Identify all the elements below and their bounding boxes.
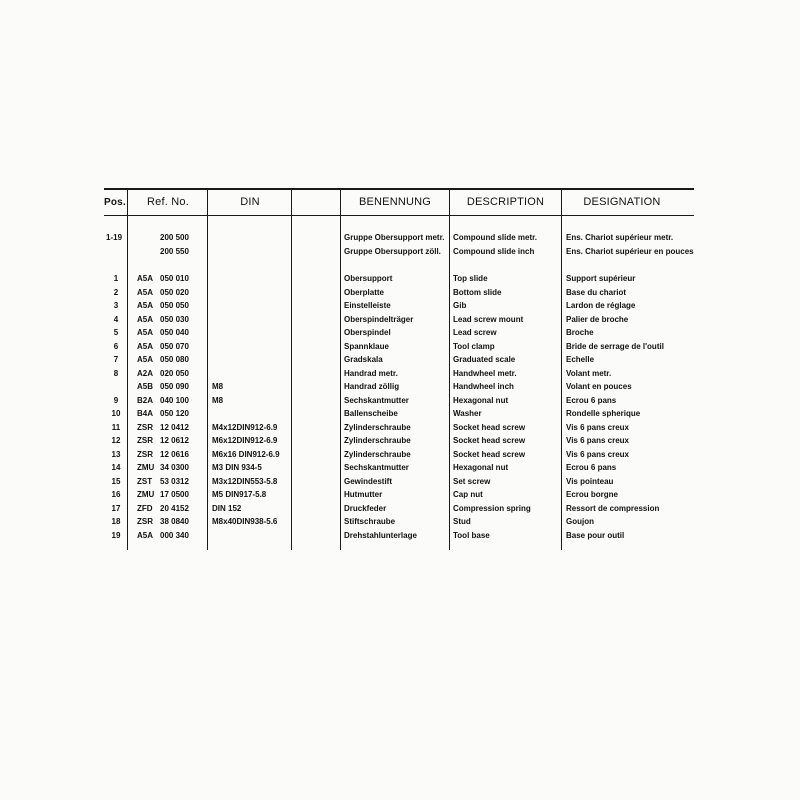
row-pos: 12 [111, 436, 121, 445]
row-pos: 15 [111, 477, 121, 486]
row-description: Hexagonal nut [453, 396, 509, 405]
row-designation: Lardon de réglage [566, 301, 636, 310]
row-din: M8 [212, 396, 224, 405]
row-ref-number: 20 4152 [160, 504, 189, 513]
row-designation: Bride de serrage de l'outil [566, 342, 664, 351]
row-ref-prefix: ZMU [137, 463, 155, 472]
row-ref-prefix: ZSR [137, 517, 153, 526]
row-pos: 9 [113, 396, 119, 405]
row-pos: 18 [111, 517, 121, 526]
row-ref-number: 17 0500 [160, 490, 189, 499]
row-ref-number: 050 070 [160, 342, 189, 351]
row-pos: 2 [113, 288, 119, 297]
row-benennung: Druckfeder [344, 504, 387, 513]
row-ref-number: 050 040 [160, 328, 189, 337]
row-pos: 17 [111, 504, 121, 513]
row-ref-prefix: ZSR [137, 436, 153, 445]
row-description: Lead screw [453, 328, 497, 337]
row-pos: 4 [113, 315, 119, 324]
row-pos: 16 [111, 490, 121, 499]
row-benennung: Handrad zöllig [344, 382, 400, 391]
row-ref-number: 050 010 [160, 274, 189, 283]
group-pos: 1-19 [106, 233, 123, 242]
row-pos: 8 [113, 369, 119, 378]
row-pos: 6 [113, 342, 119, 351]
row-ref-number: 12 0616 [160, 450, 189, 459]
row-ref-prefix: A5A [137, 342, 154, 351]
row-ref-prefix: A5A [137, 531, 154, 540]
row-din: M8x40DIN938-5.6 [212, 517, 278, 526]
row-benennung: Gradskala [344, 355, 383, 364]
row-ref-number: 020 050 [160, 369, 189, 378]
row-ref-number: 050 080 [160, 355, 189, 364]
row-pos: 3 [113, 301, 119, 310]
group-designation: Ens. Chariot supérieur en pouces [566, 247, 694, 256]
row-designation: Base pour outil [566, 531, 625, 540]
row-din: M8 [212, 382, 224, 391]
row-pos: 10 [111, 409, 121, 418]
group-description: Compound slide metr. [453, 233, 538, 242]
row-din: M6x12DIN912-6.9 [212, 436, 278, 445]
row-din: M5 DIN917-5.8 [212, 490, 267, 499]
row-ref-number: 12 0412 [160, 423, 189, 432]
row-ref-number: 34 0300 [160, 463, 189, 472]
row-ref-prefix: B2A [137, 396, 154, 405]
row-pos: 1 [113, 274, 119, 283]
group-description: Compound slide inch [453, 247, 535, 256]
group-designation: Ens. Chariot supérieur metr. [566, 233, 674, 242]
row-din: M3 DIN 934-5 [212, 463, 262, 472]
column-divider-blank [340, 188, 341, 550]
row-benennung: Gewindestift [344, 477, 393, 486]
row-designation: Broche [566, 328, 594, 337]
row-description: Tool base [453, 531, 490, 540]
row-description: Gib [453, 301, 467, 310]
header-pos: Pos. [104, 196, 126, 208]
row-ref-number: 000 340 [160, 531, 189, 540]
row-description: Stud [453, 517, 471, 526]
row-description: Top slide [453, 274, 488, 283]
row-benennung: Zylinderschraube [344, 423, 411, 432]
row-din: DIN 152 [212, 504, 242, 513]
column-divider-ref [207, 188, 208, 550]
row-description: Socket head screw [453, 436, 526, 445]
column-divider-pos [127, 188, 128, 550]
row-ref-prefix: ZFD [137, 504, 153, 513]
group-ref: 200 500 [160, 233, 189, 242]
row-benennung: Drehstahlunterlage [344, 531, 417, 540]
row-designation: Vis pointeau [566, 477, 614, 486]
header-din: DIN [240, 196, 260, 208]
row-description: Socket head screw [453, 450, 526, 459]
row-benennung: Ballenscheibe [344, 409, 398, 418]
row-ref-prefix: A2A [137, 369, 154, 378]
row-ref-prefix: ZSR [137, 450, 153, 459]
row-designation: Ecrou borgne [566, 490, 619, 499]
row-din: M4x12DIN912-6.9 [212, 423, 278, 432]
column-divider-din [291, 188, 292, 550]
row-ref-prefix: A5A [137, 315, 154, 324]
row-ref-prefix: A5A [137, 328, 154, 337]
row-designation: Volant en pouces [566, 382, 632, 391]
row-benennung: Oberplatte [344, 288, 385, 297]
row-benennung: Handrad metr. [344, 369, 398, 378]
row-benennung: Spannklaue [344, 342, 389, 351]
row-designation: Goujon [566, 517, 594, 526]
row-designation: Ecrou 6 pans [566, 463, 617, 472]
row-ref-prefix: A5B [137, 382, 154, 391]
row-benennung: Obersupport [344, 274, 393, 283]
row-benennung: Oberspindelträger [344, 315, 414, 324]
row-benennung: Sechskantmutter [344, 396, 409, 405]
row-ref-prefix: ZST [137, 477, 153, 486]
row-benennung: Zylinderschraube [344, 436, 411, 445]
row-description: Graduated scale [453, 355, 516, 364]
header-designation: DESIGNATION [583, 196, 661, 208]
row-designation: Vis 6 pans creux [566, 450, 629, 459]
header-benennung: BENENNUNG [358, 196, 432, 208]
row-designation: Vis 6 pans creux [566, 423, 629, 432]
header-description: DESCRIPTION [466, 196, 545, 208]
row-ref-number: 050 020 [160, 288, 189, 297]
header-ref: Ref. No. [147, 196, 189, 208]
row-ref-number: 050 090 [160, 382, 189, 391]
row-benennung: Hutmutter [344, 490, 383, 499]
row-designation: Echelle [566, 355, 595, 364]
row-description: Set screw [453, 477, 491, 486]
header-bottom-rule [104, 215, 694, 216]
row-ref-number: 050 030 [160, 315, 189, 324]
row-designation: Ressort de compression [566, 504, 660, 513]
group-benennung: Gruppe Obersupport metr. [344, 233, 445, 242]
row-pos: 13 [111, 450, 121, 459]
row-din: M6x16 DIN912-6.9 [212, 450, 280, 459]
row-pos: 5 [113, 328, 119, 337]
row-description: Handwheel inch [453, 382, 514, 391]
row-ref-prefix: ZMU [137, 490, 155, 499]
row-designation: Support supérieur [566, 274, 636, 283]
row-designation: Ecrou 6 pans [566, 396, 617, 405]
row-pos: 7 [113, 355, 119, 364]
row-description: Hexagonal nut [453, 463, 509, 472]
group-benennung: Gruppe Obersupport zöll. [344, 247, 441, 256]
row-benennung: Oberspindel [344, 328, 391, 337]
row-benennung: Stiftschraube [344, 517, 396, 526]
row-ref-prefix: A5A [137, 274, 154, 283]
row-description: Washer [453, 409, 482, 418]
row-description: Lead screw mount [453, 315, 524, 324]
row-pos: 14 [111, 463, 121, 472]
row-ref-prefix: A5A [137, 288, 154, 297]
row-description: Tool clamp [453, 342, 495, 351]
row-din: M3x12DIN553-5.8 [212, 477, 278, 486]
row-ref-number: 38 0840 [160, 517, 189, 526]
row-description: Compression spring [453, 504, 531, 513]
group-ref: 200 550 [160, 247, 189, 256]
row-description: Cap nut [453, 490, 483, 499]
row-ref-number: 050 050 [160, 301, 189, 310]
row-ref-prefix: A5A [137, 355, 154, 364]
row-ref-prefix: B4A [137, 409, 154, 418]
row-ref-number: 050 120 [160, 409, 189, 418]
row-description: Handwheel metr. [453, 369, 517, 378]
row-designation: Rondelle spherique [566, 409, 641, 418]
row-ref-number: 53 0312 [160, 477, 189, 486]
row-designation: Palier de broche [566, 315, 629, 324]
row-description: Bottom slide [453, 288, 502, 297]
column-divider-description [561, 188, 562, 550]
row-ref-number: 040 100 [160, 396, 189, 405]
row-ref-prefix: ZSR [137, 423, 153, 432]
row-ref-number: 12 0612 [160, 436, 189, 445]
row-ref-prefix: A5A [137, 301, 154, 310]
row-benennung: Zylinderschraube [344, 450, 411, 459]
row-designation: Volant metr. [566, 369, 612, 378]
row-pos: 11 [111, 423, 121, 432]
row-designation: Base du chariot [566, 288, 627, 297]
column-divider-benennung [449, 188, 450, 550]
row-pos: 19 [111, 531, 121, 540]
row-description: Socket head screw [453, 423, 526, 432]
row-designation: Vis 6 pans creux [566, 436, 629, 445]
row-benennung: Einstelleiste [344, 301, 391, 310]
row-benennung: Sechskantmutter [344, 463, 409, 472]
